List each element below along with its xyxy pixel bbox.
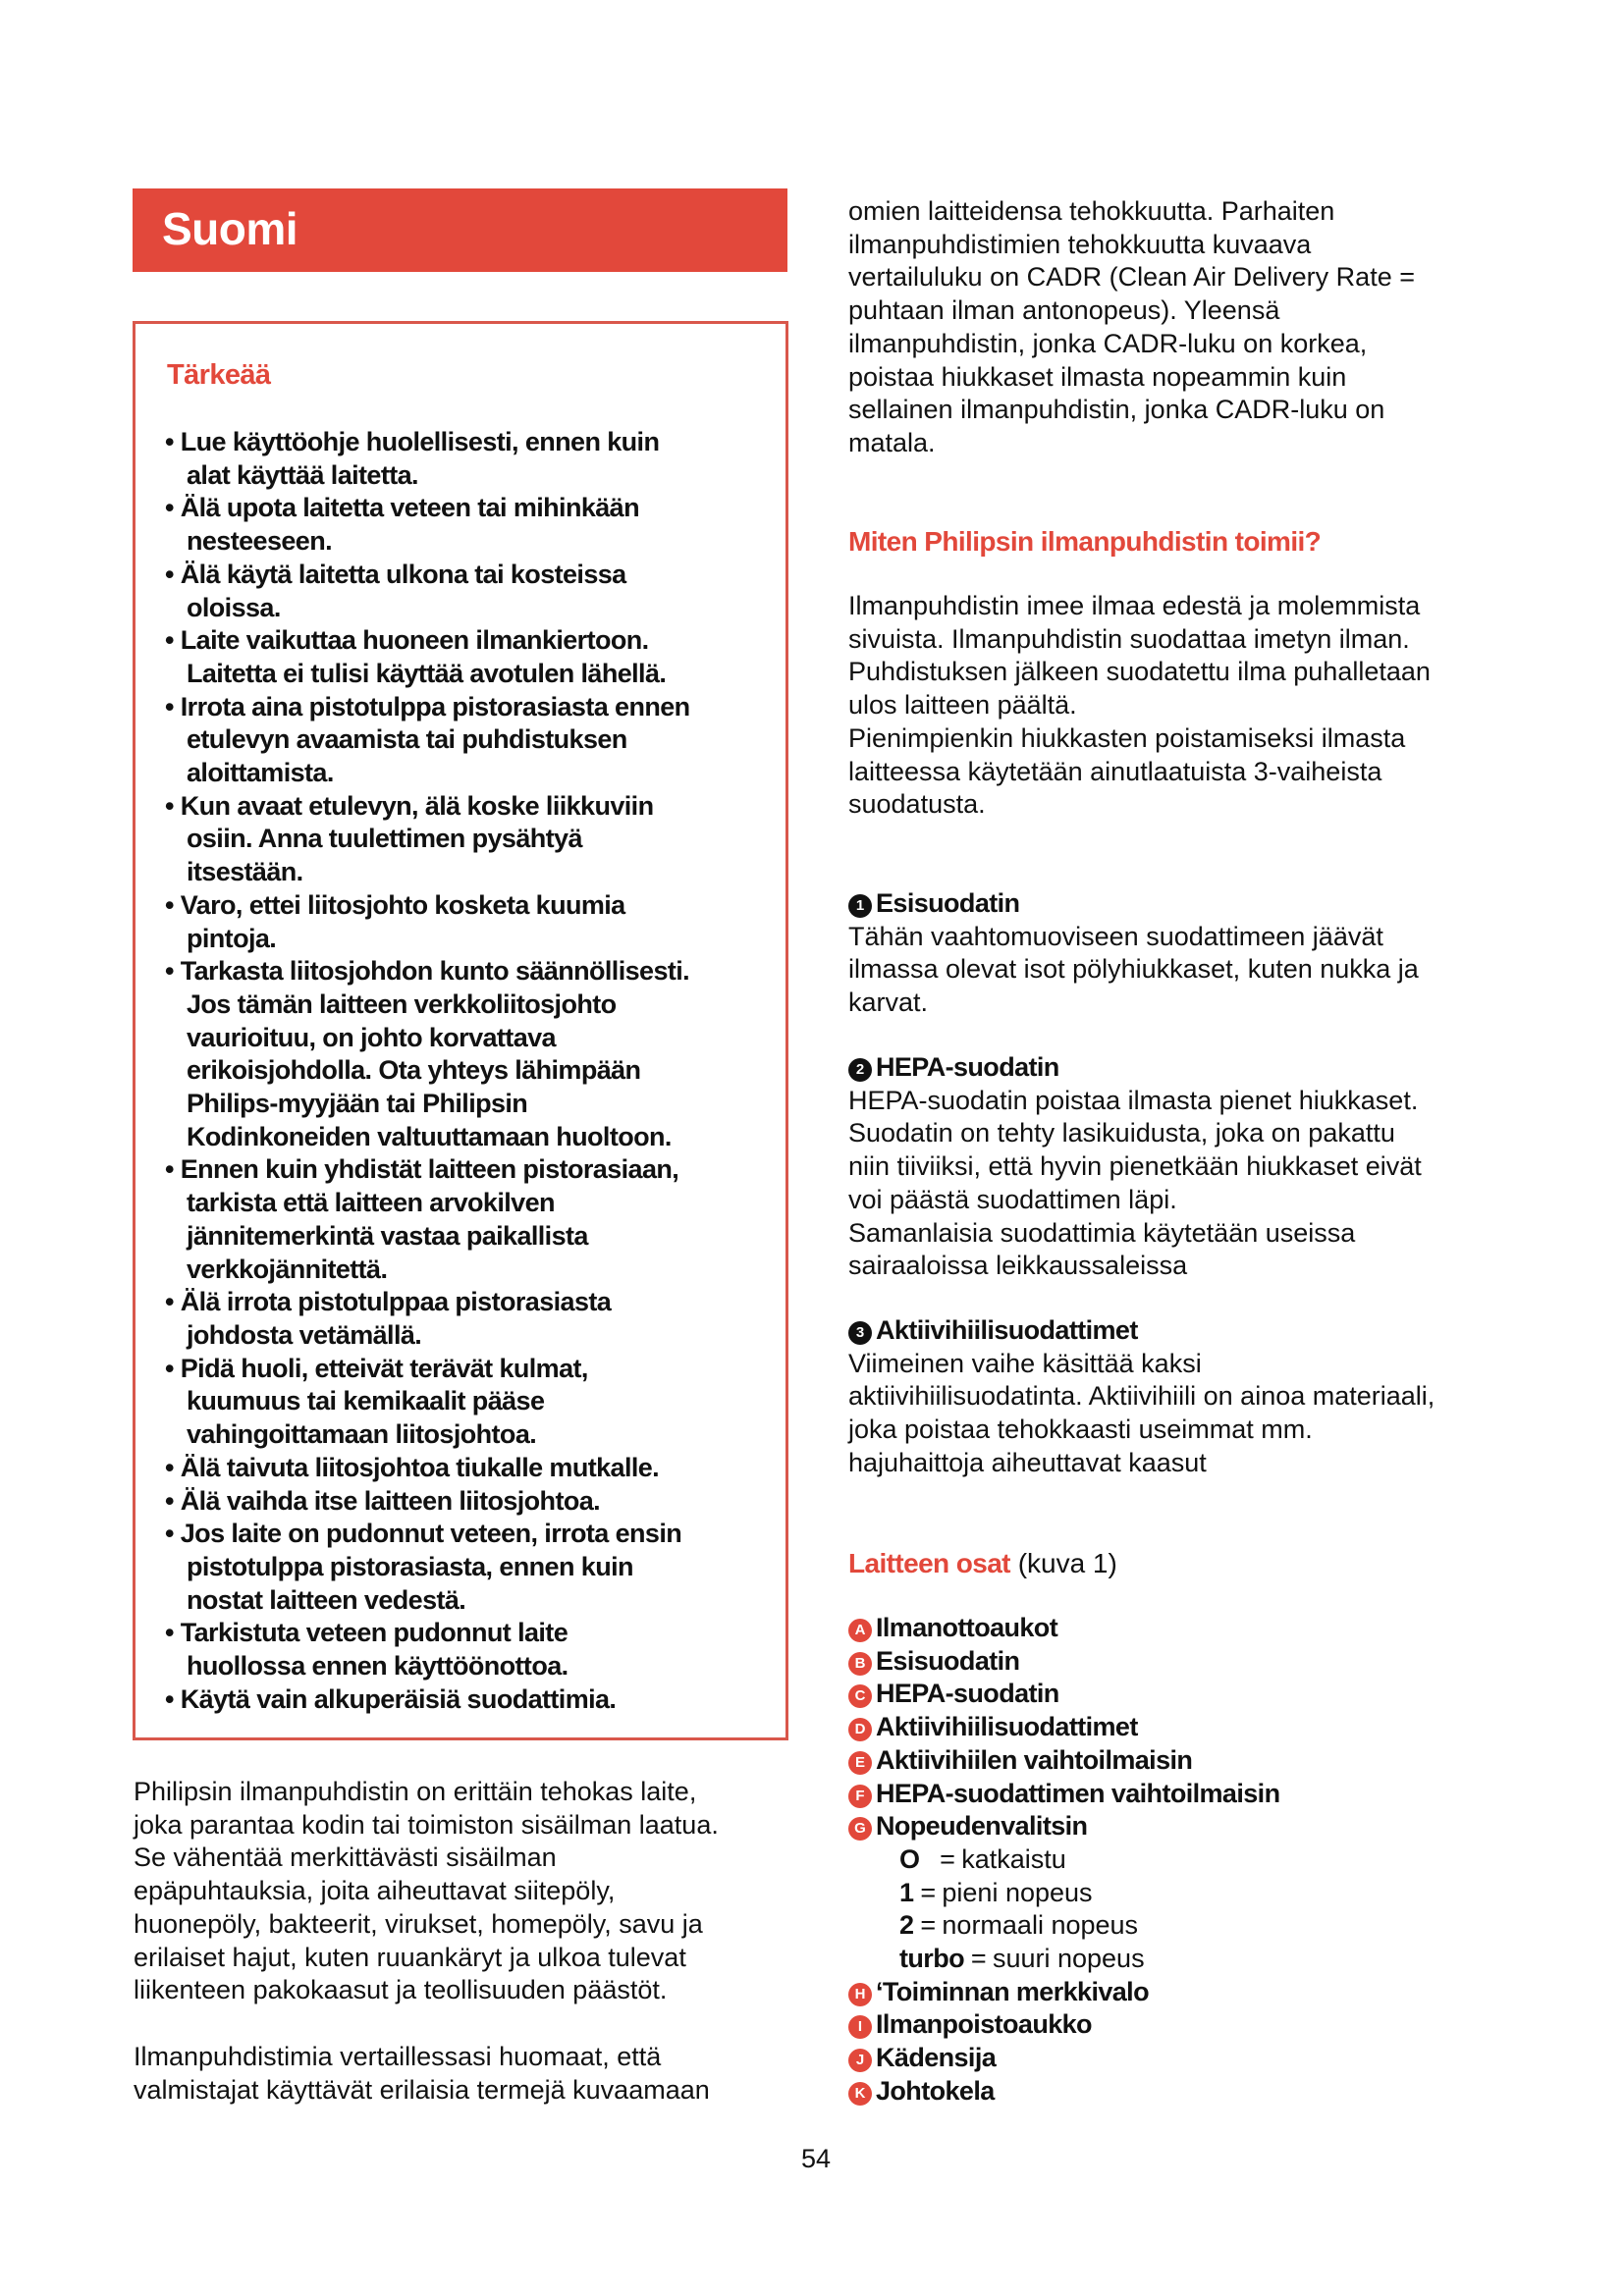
filter-text-line: niin tiiviiksi, että hyvin pienetkään hiukkaset eivät xyxy=(848,1151,1422,1182)
list-item xyxy=(165,691,690,790)
text-line: suodatusta. xyxy=(848,789,986,820)
list-item xyxy=(165,790,690,889)
list-item-line: • Tarkasta liitosjohdon kunto säännöllisesti. xyxy=(165,956,690,987)
speed-sep: = xyxy=(913,1877,943,1907)
part-label: Ilmanpoistoaukko xyxy=(876,2009,1092,2040)
number-circle-icon: 1 xyxy=(848,894,872,918)
letter-circle-icon: H xyxy=(848,1983,872,2006)
part-item xyxy=(848,1810,1279,1843)
part-label: Nopeudenvalitsin xyxy=(876,1811,1088,1842)
list-item xyxy=(165,1452,690,1485)
speed-value: suuri nopeus xyxy=(992,1944,1145,1974)
filter-text-line: aktiivihiilisuodatinta. Aktiivihiili on ainoa materiaali, xyxy=(848,1381,1435,1412)
letter-circle-icon: I xyxy=(848,2015,872,2039)
part-item xyxy=(848,2042,1279,2075)
speed-option xyxy=(848,1909,1279,1943)
list-item-line: vahingoittamaan liitosjohtoa. xyxy=(187,1419,537,1450)
filter-text-line: sairaaloissa leikkaussaleissa xyxy=(848,1251,1188,1281)
list-item-line: • Älä taivuta liitosjohtoa tiukalle mutkalle. xyxy=(165,1452,660,1482)
list-item xyxy=(165,1683,690,1717)
list-item-line: Kodinkoneiden valtuuttamaan huoltoon. xyxy=(187,1121,672,1151)
filter-text-line: voi päästä suodattimen läpi. xyxy=(848,1184,1177,1214)
text-line: laitteessa käytetään ainutlaatuista 3-vaiheista xyxy=(848,756,1382,786)
page-number: 54 xyxy=(800,2144,832,2173)
list-item-line: • Varo, ettei liitosjohto kosketa kuumia xyxy=(165,889,625,920)
text-line: Se vähentää merkittävästi sisäilman xyxy=(134,1842,557,1873)
list-item-line: tarkista että laitteen arvokilven xyxy=(187,1188,555,1218)
list-item-line: huollossa ennen käyttöönottoa. xyxy=(187,1651,568,1682)
list-item-line: Laitetta ei tulisi käyttää avotulen lähellä. xyxy=(187,658,667,688)
speed-value: pieni nopeus xyxy=(942,1877,1093,1907)
filter-text-line: joka poistaa tehokkaasti useimmat mm. xyxy=(848,1415,1313,1445)
part-item xyxy=(848,2008,1279,2042)
speed-value: katkaistu xyxy=(961,1843,1066,1874)
list-item-line: aloittamista. xyxy=(187,758,334,788)
list-item-line: • Irrota aina pistotulppa pistorasiasta ennen xyxy=(165,691,690,721)
part-item xyxy=(848,1976,1279,2009)
list-item xyxy=(165,426,690,492)
part-item xyxy=(848,2075,1279,2109)
part-label: Kädensija xyxy=(876,2043,997,2073)
part-item xyxy=(848,1711,1279,1744)
how-heading: Miten Philipsin ilmanpuhdistin toimii? xyxy=(848,526,1322,557)
list-item xyxy=(165,1485,690,1519)
list-item-line: pintoja. xyxy=(187,923,277,953)
filter-title xyxy=(848,887,1419,921)
list-item-line: oloissa. xyxy=(187,592,281,622)
speed-sep: = xyxy=(913,1910,943,1941)
text-line: sivuista. Ilmanpuhdistin suodattaa imetyn ilman. xyxy=(848,623,1410,654)
list-item-line: • Laite vaikuttaa huoneen ilmankiertoon. xyxy=(165,625,649,656)
speed-option xyxy=(848,1843,1279,1877)
text-line: ilmanpuhdistin, jonka CADR-luku on korkea, xyxy=(848,328,1368,358)
text-line: liikenteen pakokaasut ja teollisuuden päästöt. xyxy=(134,1975,668,2005)
list-item-line: etulevyn avaamista tai puhdistuksen xyxy=(187,724,627,755)
list-item-line: alat käyttää laitetta. xyxy=(187,459,418,490)
speed-key: O xyxy=(899,1843,920,1874)
part-item xyxy=(848,1778,1279,1811)
text-line: erilaiset hajut, kuten ruuankäryt ja ulkoa tulevat xyxy=(134,1942,686,1972)
filter-title-text: Esisuodatin xyxy=(876,888,1020,918)
part-item xyxy=(848,1612,1279,1645)
speed-option xyxy=(848,1877,1279,1910)
list-item-line: • Tarkistuta veteen pudonnut laite xyxy=(165,1618,568,1648)
part-item xyxy=(848,1645,1279,1679)
text-line: Philipsin ilmanpuhdistin on erittäin tehokas laite, xyxy=(134,1777,697,1806)
text-line: joka parantaa kodin tai toimiston sisäilman laatua. xyxy=(134,1809,719,1840)
list-item-line: • Älä käytä laitetta ulkona tai kosteissa xyxy=(165,559,626,589)
list-item-line: • Ennen kuin yhdistät laitteen pistorasiaan, xyxy=(165,1154,679,1185)
filter-title xyxy=(848,1051,1422,1085)
list-item-line: • Jos laite on pudonnut veteen, irrota ensin xyxy=(165,1519,682,1549)
list-item-line: erikoisjohdolla. Ota yhteys lähimpään xyxy=(187,1055,641,1086)
filter-section xyxy=(848,1314,1435,1480)
text-line: epäpuhtauksia, joita aiheuttavat siitepöly, xyxy=(134,1876,616,1906)
list-item-line: • Käytä vain alkuperäisiä suodattimia. xyxy=(165,1683,617,1714)
list-item xyxy=(165,1286,690,1352)
speed-key: turbo xyxy=(899,1944,964,1974)
how-text xyxy=(848,590,1431,822)
parts-heading xyxy=(848,1547,1117,1580)
list-item-line: verkkojännitettä. xyxy=(187,1254,388,1284)
text-line: matala. xyxy=(848,427,936,457)
parts-list xyxy=(848,1612,1279,2109)
text-line: valmistajat käyttävät erilaisia termejä kuvaamaan xyxy=(134,2074,710,2105)
part-label: Aktiivihiilen vaihtoilmaisin xyxy=(876,1744,1193,1775)
letter-circle-icon: A xyxy=(848,1619,872,1642)
list-item-line: Jos tämän laitteen verkkoliitosjohto xyxy=(187,988,617,1019)
speed-sep: = xyxy=(963,1944,993,1974)
text-line: huonepöly, bakteerit, virukset, homepöly, savu ja xyxy=(134,1908,703,1939)
list-item-line: nesteeseen. xyxy=(187,526,332,557)
filter-text-line: Viimeinen vaihe käsittää kaksi xyxy=(848,1348,1202,1378)
number-circle-icon: 2 xyxy=(848,1058,872,1082)
text-line: Ilmanpuhdistin imee ilmaa edestä ja molemmista xyxy=(848,591,1421,620)
list-item xyxy=(165,492,690,558)
part-label: ‘Toiminnan merkkivalo xyxy=(876,1976,1149,2006)
section-title: Suomi xyxy=(162,203,298,254)
list-item-line: johdosta vetämällä. xyxy=(187,1319,422,1350)
filter-title-text: Aktiivihiilisuodattimet xyxy=(876,1315,1138,1345)
part-item xyxy=(848,1744,1279,1778)
list-item-line: • Kun avaat etulevyn, älä koske liikkuviin xyxy=(165,790,654,821)
speed-sep: = xyxy=(919,1843,962,1874)
text-line: sellainen ilmanpuhdistin, jonka CADR-luku on xyxy=(848,395,1385,425)
list-item xyxy=(165,955,690,1153)
text-line: Puhdistuksen jälkeen suodatettu ilma puhalletaan xyxy=(848,657,1431,687)
speed-key: 2 xyxy=(899,1910,914,1941)
text-line: omien laitteidensa tehokkuutta. Parhaiten xyxy=(848,196,1335,226)
list-item-line: osiin. Anna tuulettimen pysähtyä xyxy=(187,824,582,854)
list-item xyxy=(165,1617,690,1682)
list-item xyxy=(165,1518,690,1617)
part-item xyxy=(848,1678,1279,1711)
parts-heading-text: Laitteen osat xyxy=(848,1548,1010,1578)
list-item-line: pistotulppa pistorasiasta, ennen kuin xyxy=(187,1551,633,1581)
letter-circle-icon: D xyxy=(848,1718,872,1741)
list-item-line: • Älä irrota pistotulppaa pistorasiasta xyxy=(165,1287,612,1317)
filter-text-line: ilmassa olevat isot pölyhiukkaset, kuten nukka ja xyxy=(848,954,1419,985)
letter-circle-icon: J xyxy=(848,2049,872,2072)
text-line: poistaa hiukkaset ilmasta nopeammin kuin xyxy=(848,361,1347,392)
important-list xyxy=(165,426,690,1716)
filter-title xyxy=(848,1314,1435,1348)
text-line: Ilmanpuhdistimia vertaillessasi huomaat, että xyxy=(134,2042,662,2071)
text-line: ilmanpuhdistimien tehokkuutta kuvaava xyxy=(848,229,1312,259)
text-line: puhtaan ilman antonopeus). Yleensä xyxy=(848,295,1280,326)
part-label: Johtokela xyxy=(876,2075,995,2106)
filter-text-line: Suodatin on tehty lasikuidusta, joka on pakattu xyxy=(848,1118,1395,1148)
list-item-line: jännitemerkintä vastaa paikallista xyxy=(187,1220,588,1251)
list-item-line: • Älä vaihda itse laitteen liitosjohtoa. xyxy=(165,1485,601,1516)
speed-key: 1 xyxy=(899,1877,914,1907)
filter-text-line: karvat. xyxy=(848,988,929,1018)
speed-option xyxy=(848,1943,1279,1976)
part-label: Aktiivihiilisuodattimet xyxy=(876,1712,1138,1742)
list-item xyxy=(165,624,690,690)
letter-circle-icon: K xyxy=(848,2082,872,2106)
text-line: Pienimpienkin hiukkasten poistamiseksi ilmasta xyxy=(848,722,1406,753)
list-item xyxy=(165,1153,690,1286)
intro-paragraph-2 xyxy=(134,2041,710,2107)
letter-circle-icon: G xyxy=(848,1817,872,1841)
part-label: Esisuodatin xyxy=(876,1645,1020,1676)
text-line: vertailuluku on CADR (Clean Air Delivery Rate = xyxy=(848,262,1415,293)
list-item-line: Philips-myyjään tai Philipsin xyxy=(187,1089,528,1119)
list-item-line: vaurioituu, on johto korvattava xyxy=(187,1022,556,1052)
filter-section xyxy=(848,887,1419,1020)
filter-section xyxy=(848,1051,1422,1283)
filter-text-line: Samanlaisia suodattimia käytetään useissa xyxy=(848,1217,1356,1248)
number-circle-icon: 3 xyxy=(848,1321,872,1345)
speed-value: normaali nopeus xyxy=(942,1910,1139,1941)
letter-circle-icon: E xyxy=(848,1751,872,1775)
list-item xyxy=(165,1353,690,1452)
filter-text-line: HEPA-suodatin poistaa ilmasta pienet hiukkaset. xyxy=(848,1085,1419,1115)
letter-circle-icon: C xyxy=(848,1684,872,1708)
section-title-bar xyxy=(133,188,787,272)
intro-paragraph-continued xyxy=(848,195,1415,460)
list-item-line: • Älä upota laitetta veteen tai mihinkään xyxy=(165,493,639,523)
letter-circle-icon: F xyxy=(848,1785,872,1808)
part-label: Ilmanottoaukot xyxy=(876,1613,1058,1642)
important-heading: Tärkeää xyxy=(167,359,271,391)
intro-paragraph xyxy=(134,1776,719,2007)
filter-text-line: Tähän vaahtomuoviseen suodattimeen jäävät xyxy=(848,921,1383,951)
part-label: HEPA-suodatin xyxy=(876,1679,1059,1709)
list-item-line: • Lue käyttöohje huolellisesti, ennen kuin xyxy=(165,427,660,456)
list-item xyxy=(165,559,690,624)
filter-text-line: hajuhaittoja aiheuttavat kaasut xyxy=(848,1447,1207,1477)
letter-circle-icon: B xyxy=(848,1652,872,1676)
parts-figure-ref: (kuva 1) xyxy=(1017,1548,1117,1578)
list-item-line: itsestään. xyxy=(187,857,303,887)
list-item xyxy=(165,889,690,955)
list-item-line: • Pidä huoli, etteivät terävät kulmat, xyxy=(165,1353,588,1383)
list-item-line: kuumuus tai kemikaalit pääse xyxy=(187,1386,545,1416)
text-line: ulos laitteen päältä. xyxy=(848,690,1077,721)
filter-title-text: HEPA-suodatin xyxy=(876,1052,1059,1082)
part-label: HEPA-suodattimen vaihtoilmaisin xyxy=(876,1778,1280,1808)
list-item-line: nostat laitteen vedestä. xyxy=(187,1584,466,1615)
